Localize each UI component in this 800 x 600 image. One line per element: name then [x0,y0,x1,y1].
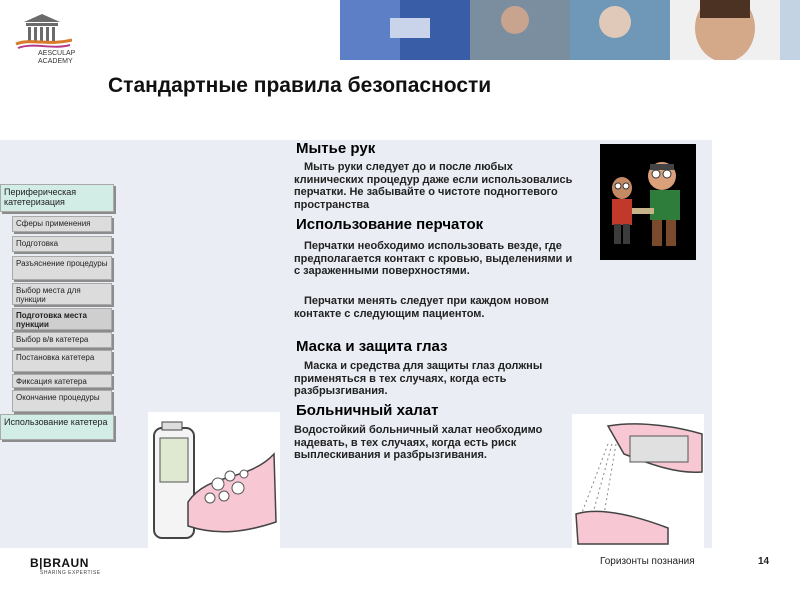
sidebar-item-label: Подготовка [16,239,59,248]
footer-brand-logo: B|BRAUN [30,556,89,570]
academy-temple-icon [12,12,72,52]
section-title-handwash: Мытье рук [296,140,376,157]
sidebar-item-puncture-site-prep[interactable] [12,308,112,330]
sidebar-item-label: Окончание процедуры [16,393,100,402]
sidebar-item-label: Разъяснение процедуры [16,259,108,268]
brand-text [38,50,75,66]
section-text-gloves-1: Перчатки необходимо использовать везде, где предполагается контакт с кровью, выделениями и с зараженными поверхностями. [294,240,573,277]
brand-line-1: AESCULAP [38,50,76,57]
sidebar-item-label: Выбор места для пункции [16,286,81,304]
sidebar-item-label: Постановка катетера [16,353,95,362]
sidebar-item-preparation[interactable] [12,236,112,252]
sidebar-item-catheter-choice[interactable] [12,332,112,348]
sidebar-item-label: Подготовка места пункции [16,311,87,329]
section-title-gloves: Использование перчаток [296,216,484,233]
aesculap-logo [12,12,102,76]
sidebar-item-label: Выбор в/в катетера [16,335,89,344]
header-photo-strip [340,0,800,60]
sidebar-item-catheter-use[interactable] [0,414,114,440]
section-text-gloves-2: Перчатки менять следует при каждом новом контакте с следующим пациентом. [294,295,549,320]
sidebar-item-peripheral-catheterization[interactable] [0,184,114,212]
doctors-cartoon-image [600,144,696,260]
spray-hands-image [572,414,704,548]
right-margin [712,140,800,548]
footer-page-number: 14 [758,556,770,567]
section-text-handwash: Мыть руки следует до и после любых клинических процедур даже если использовались перчатки. Не забывайте о чистоте подногтевого пространства [294,161,573,211]
section-title-mask: Маска и защита глаз [296,338,448,355]
sidebar-item-catheter-fixation[interactable] [12,374,112,388]
sidebar-item-label: Сферы применения [16,219,91,228]
handwashing-image [148,412,280,548]
section-title-gown: Больничный халат [296,402,439,419]
footer-center-text: Горизонты познания [600,556,695,567]
sidebar-item-label: Использование катетера [4,417,108,427]
sidebar-item-procedure-end[interactable] [12,390,112,412]
sidebar-item-label: Периферическая катетеризация [4,187,77,207]
sidebar-item-application-areas[interactable] [12,216,112,232]
footer-tagline: SHARING EXPERTISE [40,570,101,576]
section-text-mask: Маска и средства для защиты глаз должны применяться в тех случаях, когда есть разбрызгивания. [294,360,543,397]
section-text-gown: Водостойкий больничный халат необходимо надевать, в тех случаях, когда есть риск выплескивания и разбрызгивания. [294,424,543,461]
sidebar-item-label: Фиксация катетера [16,377,87,386]
page-title: Стандартные правила безопасности [108,74,492,97]
brand-line-2: ACADEMY [38,58,73,65]
sidebar-item-catheter-placement[interactable] [12,350,112,372]
sidebar-item-procedure-explanation[interactable] [12,256,112,280]
sidebar-item-puncture-site-choice[interactable] [12,283,112,305]
